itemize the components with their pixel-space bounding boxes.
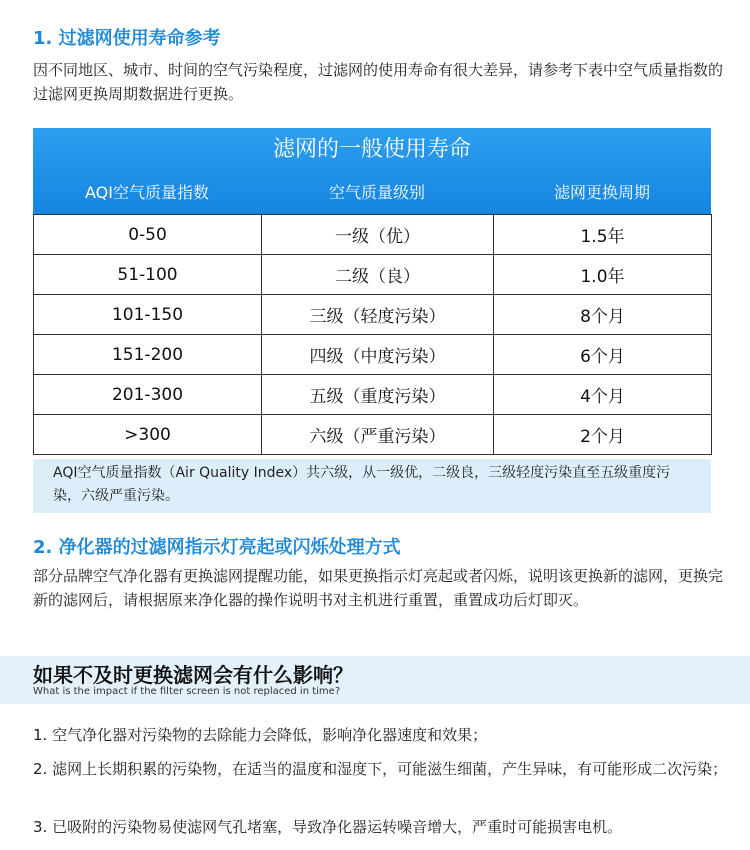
cell-aqi: 101-150 (34, 295, 262, 335)
cell-cycle: 1.5年 (494, 215, 712, 255)
cell-level: 一级（优） (262, 215, 494, 255)
filter-life-table (33, 128, 711, 455)
impact-item-3: 3. 已吸附的污染物易使滤网气孔堵塞，导致净化器运转噪音增大，严重时可能损害电机。 (33, 818, 623, 836)
cell-cycle: 8个月 (494, 295, 712, 335)
cell-aqi: 0-50 (34, 215, 262, 255)
section2-paragraph: 部分品牌空气净化器有更换滤网提醒功能，如果更换指示灯亮起或者闪烁，说明该更换新的滤网，更换完新的滤网后，请根据原来净化器的操作说明书对主机进行重置，重置成功后灯即灭。 (33, 567, 724, 609)
impact-subtitle: What is the impact if the filter screen is not replaced in time? (33, 686, 341, 697)
cell-level: 三级（轻度污染） (262, 295, 494, 335)
table-column-headers (33, 172, 711, 214)
impact-item-2: 2. 滤网上长期积累的污染物，在适当的温度和湿度下，可能滋生细菌，产生异味，有可能形成二次污染； (33, 760, 728, 778)
column-header-cycle: 滤网更换周期 (553, 183, 650, 202)
table-title: 滤网的一般使用寿命 (272, 137, 471, 162)
column-header-aqi: AQI空气质量指数 (85, 183, 209, 202)
cell-cycle: 6个月 (494, 335, 712, 375)
impact-title: 如果不及时更换滤网会有什么影响？ (33, 663, 353, 687)
table-row (34, 255, 712, 295)
cell-level: 二级（良） (262, 255, 494, 295)
table-body (33, 214, 712, 455)
cell-level: 六级（严重污染） (262, 415, 494, 455)
cell-cycle: 1.0年 (494, 255, 712, 295)
section1-paragraph: 因不同地区、城市、时间的空气污染程度，过滤网的使用寿命有很大差异，请参考下表中空气质量指数的过滤网更换周期数据进行更换。 (33, 61, 724, 103)
cell-level: 四级（中度污染） (262, 335, 494, 375)
section2-title: 2. 净化器的过滤网指示灯亮起或闪烁处理方式 (33, 537, 401, 558)
aqi-note: AQI空气质量指数（Air Quality Index）共六级，从一级优，二级良，三级轻度污染直至五级重度污染，六级严重污染。 (33, 459, 711, 513)
cell-aqi: 51-100 (34, 255, 262, 295)
cell-aqi: 151-200 (34, 335, 262, 375)
cell-cycle: 2个月 (494, 415, 712, 455)
impact-banner (0, 656, 750, 704)
cell-aqi: >300 (34, 415, 262, 455)
section1-title: 1. 过滤网使用寿命参考 (33, 28, 221, 49)
cell-level: 五级（重度污染） (262, 375, 494, 415)
table-row (34, 295, 712, 335)
table-row (34, 215, 712, 255)
table-header (33, 128, 711, 214)
table-row (34, 335, 712, 375)
table-row (34, 375, 712, 415)
table-row (34, 415, 712, 455)
impact-item-1: 1. 空气净化器对污染物的去除能力会降低，影响净化器速度和效果； (33, 726, 488, 744)
cell-aqi: 201-300 (34, 375, 262, 415)
column-header-level: 空气质量级别 (328, 183, 425, 202)
cell-cycle: 4个月 (494, 375, 712, 415)
